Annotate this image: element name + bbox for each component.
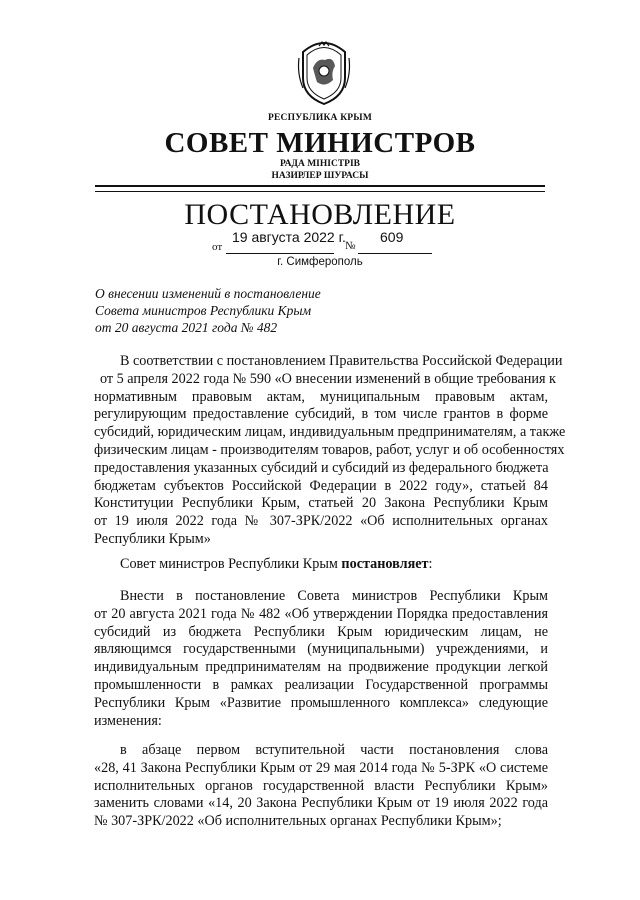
text-line: № 307-ЗРК/2022 «Об исполнительных органах Республики Крым»; (94, 813, 502, 830)
text-line: субсидий, юридическим лицам, индивидуальным предпринимателям, а также (94, 424, 566, 441)
text-line: от 5 апреля 2022 года № 590 «О внесении изменений в общие требования к (100, 370, 556, 387)
change-item-paragraph (94, 742, 548, 831)
text-line: от 19 июля 2022 года № 307-ЗРК/2022 «Об исполнительных органах (94, 513, 548, 530)
text-line: в абзаце первом вступительной части постановления слова (120, 742, 548, 758)
text-line: субсидий из бюджета Республики Крым юридическим лицам, не (94, 623, 548, 640)
text-line: заменить словами «14, 20 Закона Республики Крым от 19 июля 2022 года (94, 795, 548, 812)
decree-date: 19 августа 2022 г. (232, 229, 346, 245)
decree-title-line: от 20 августа 2021 года № 482 (95, 320, 278, 335)
council-title-ukrainian: РАДА МІНІСТРІВ (279, 159, 360, 169)
text-line: нормативным правовым актам, муниципальным правовым актам, (94, 388, 548, 405)
text-line: исполнительных органов государственной власти Республики Крым» (94, 777, 548, 794)
decree-title (95, 285, 425, 336)
republic-label: РЕСПУБЛИКА КРЫМ (268, 113, 372, 123)
text-line: от 20 августа 2021 года № 482 «Об утверждении Порядка предоставления (94, 605, 548, 622)
text-line: В соответствии с постановлением Правительства Российской Федерации (120, 353, 563, 369)
resolution-text: Совет министров Республики Крым (120, 556, 342, 572)
number-label: № (345, 240, 356, 252)
resolution-colon: : (428, 556, 433, 572)
decree-heading: ПОСТАНОВЛЕНИЕ (184, 198, 456, 231)
text-line: физическим лицам - производителям товаров, работ, услуг и об особенностях (94, 441, 565, 458)
amendment-paragraph (94, 588, 548, 730)
number-underline (358, 253, 432, 254)
decree-number: 609 (380, 229, 404, 245)
council-title-crimean-tatar: НАЗИРЛЕР ШУРАСЫ (271, 171, 369, 181)
text-line: промышленности в рамках реализации Государственной программы (94, 676, 548, 693)
text-line: бюджетам субъектов Российской Федерации в 2022 году», статьей 84 (94, 477, 548, 494)
text-line: «28, 41 Закона Республики Крым от 29 мая 2014 года № 5-ЗРК «О системе (94, 759, 548, 776)
text-line: Конституции Республики Крым, статьей 20 Закона Республики Крым (94, 495, 548, 512)
text-line: регулирующим предоставление субсидий, в том числе грантов в форме (94, 406, 548, 423)
resolution-paragraph (94, 556, 548, 574)
header-divider-thin (95, 191, 545, 192)
date-label: от (212, 241, 223, 253)
text-line: предоставления указанных субсидий и субсидий из федерального бюджета (94, 459, 549, 476)
text-line: Внести в постановление Совета министров Республики Крым (120, 588, 548, 604)
city-label: г. Симферополь (277, 256, 363, 268)
resolution-keyword: постановляет (341, 556, 429, 572)
text-line: изменения: (94, 712, 162, 729)
text-line: индивидуальным предпринимателям на продвижение продукции легкой (94, 659, 548, 676)
date-underline (226, 253, 334, 254)
text-line: являющимся государственными (муниципальными) учреждениями, и (94, 641, 548, 658)
preamble-paragraph (94, 353, 566, 549)
council-title: СОВЕТ МИНИСТРОВ (164, 127, 476, 159)
header-divider-thick (95, 185, 545, 187)
text-line: Республики Крым» (94, 530, 211, 547)
text-line: Республики Крым «Развитие промышленного комплекса» следующие (94, 694, 548, 711)
decree-title-line: Совета министров Республики Крым (95, 303, 312, 318)
coat-of-arms-emblem (295, 38, 353, 106)
decree-title-line: О внесении изменений в постановление (95, 286, 321, 301)
text-line (94, 556, 548, 574)
